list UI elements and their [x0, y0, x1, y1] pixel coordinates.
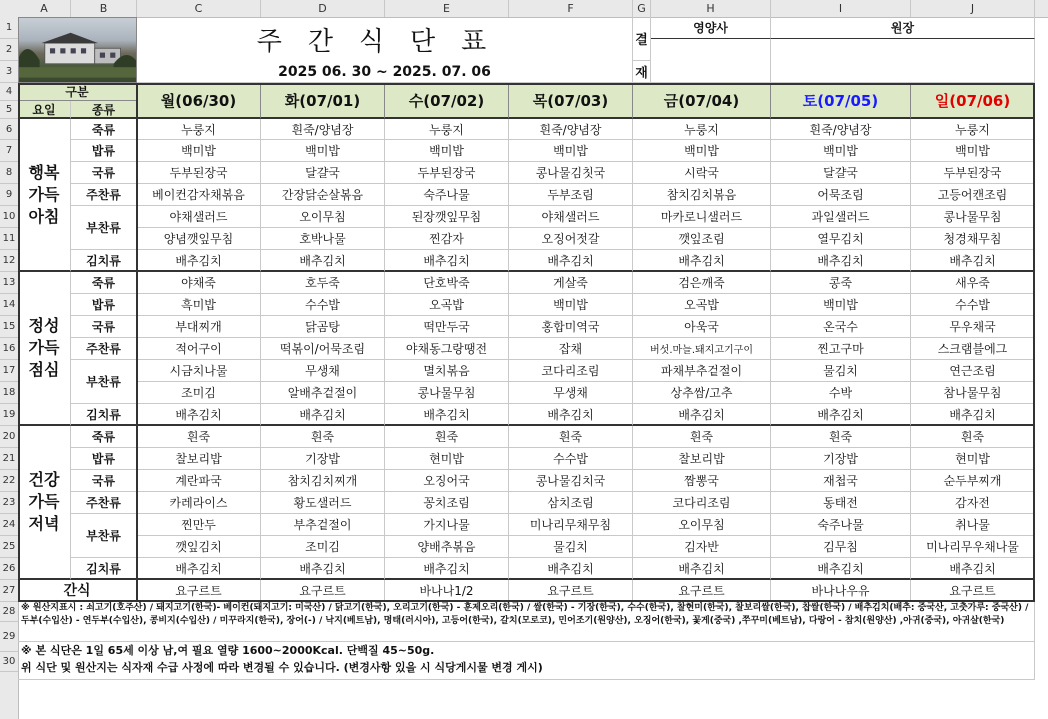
- column-header-a[interactable]: A: [18, 0, 71, 17]
- day-header-3: 수(07/02): [385, 83, 509, 119]
- menu-item[interactable]: 백미밥: [261, 140, 385, 162]
- column-header-g[interactable]: G: [633, 0, 651, 17]
- menu-item[interactable]: 깻잎조림: [633, 228, 771, 250]
- category-5: 부찬류: [71, 206, 137, 250]
- menu-item[interactable]: 흑미밥: [137, 294, 261, 316]
- category-2: 밥류: [71, 294, 137, 316]
- menu-item[interactable]: 미나리무우채나물: [911, 536, 1035, 558]
- approval-label-2: 재: [633, 61, 651, 83]
- menu-item[interactable]: 어묵조림: [771, 184, 911, 206]
- director-sign-box[interactable]: [771, 39, 1035, 83]
- menu-item[interactable]: 코다리조림: [509, 360, 633, 382]
- menu-item[interactable]: 참치김치찌개: [261, 470, 385, 492]
- day-header-7: 일(07/06): [911, 83, 1035, 119]
- menu-item[interactable]: 간장닭순살볶음: [261, 184, 385, 206]
- menu-item[interactable]: 오징어젓갈: [509, 228, 633, 250]
- menu-item[interactable]: 두부조림: [509, 184, 633, 206]
- menu-item[interactable]: 미나리무채무침: [509, 514, 633, 536]
- menu-item[interactable]: 배추김치: [633, 250, 771, 272]
- jongryu-label: 종류: [71, 101, 137, 119]
- menu-item[interactable]: 두부된장국: [911, 162, 1035, 184]
- category-6: 김치류: [71, 558, 137, 580]
- row-header-24[interactable]: 24: [0, 514, 18, 536]
- row-header-1[interactable]: 1: [0, 17, 18, 39]
- menu-item[interactable]: 백미밥: [385, 140, 509, 162]
- approval-label-1: 결: [633, 17, 651, 61]
- menu-item[interactable]: 김자반: [633, 536, 771, 558]
- menu-item[interactable]: 떡볶이/어묵조림: [261, 338, 385, 360]
- menu-item[interactable]: 닭곰탕: [261, 316, 385, 338]
- menu-item[interactable]: 배추김치: [633, 404, 771, 426]
- row-header-18[interactable]: 18: [0, 382, 18, 404]
- category-4: 주찬류: [71, 492, 137, 514]
- row-header-30[interactable]: 30: [0, 652, 18, 672]
- menu-item[interactable]: 찐고구마: [771, 338, 911, 360]
- category-5: 부찬류: [71, 514, 137, 558]
- menu-item[interactable]: 깻잎김치: [137, 536, 261, 558]
- menu-item[interactable]: 찰보리밥: [633, 448, 771, 470]
- menu-item[interactable]: 호두죽: [261, 272, 385, 294]
- menu-item[interactable]: 두부된장국: [137, 162, 261, 184]
- column-header-bar: [0, 0, 1048, 18]
- category-4: 주찬류: [71, 184, 137, 206]
- menu-item[interactable]: 콩나물무침: [385, 382, 509, 404]
- category-3: 국류: [71, 316, 137, 338]
- row-header-22[interactable]: 22: [0, 470, 18, 492]
- column-header-j[interactable]: J: [911, 0, 1035, 17]
- menu-item[interactable]: 단호박죽: [385, 272, 509, 294]
- row-header-17[interactable]: 17: [0, 360, 18, 382]
- menu-item[interactable]: 온국수: [771, 316, 911, 338]
- menu-item[interactable]: 짬뽕국: [633, 470, 771, 492]
- menu-item[interactable]: 배추김치: [385, 404, 509, 426]
- menu-item[interactable]: 달걀국: [771, 162, 911, 184]
- menu-item[interactable]: 누룽지: [633, 119, 771, 140]
- menu-item[interactable]: 배추김치: [911, 250, 1035, 272]
- menu-item[interactable]: 백미밥: [911, 140, 1035, 162]
- yoil-label: 요일: [18, 101, 71, 119]
- menu-item[interactable]: 배추김치: [137, 250, 261, 272]
- menu-item[interactable]: 배추김치: [509, 250, 633, 272]
- menu-item[interactable]: 배추김치: [509, 558, 633, 580]
- menu-item[interactable]: 배추김치: [771, 250, 911, 272]
- menu-item[interactable]: 배추김치: [385, 250, 509, 272]
- menu-item[interactable]: 아욱국: [633, 316, 771, 338]
- menu-item[interactable]: 찐만두: [137, 514, 261, 536]
- menu-item[interactable]: 떡만두국: [385, 316, 509, 338]
- menu-item[interactable]: 흰죽: [137, 426, 261, 448]
- meal-name-line: 건강: [28, 470, 60, 489]
- menu-item[interactable]: 무생채: [509, 382, 633, 404]
- menu-item[interactable]: 백미밥: [771, 140, 911, 162]
- menu-item[interactable]: 동태전: [771, 492, 911, 514]
- snack-item[interactable]: 요구르트: [633, 580, 771, 602]
- menu-item[interactable]: 조미김: [137, 382, 261, 404]
- row-header-11[interactable]: 11: [0, 228, 18, 250]
- row-header-13[interactable]: 13: [0, 272, 18, 294]
- row-header-12[interactable]: 12: [0, 250, 18, 272]
- meal-name-line: 정성: [28, 316, 60, 335]
- menu-item[interactable]: 콩죽: [771, 272, 911, 294]
- menu-item[interactable]: 백미밥: [509, 140, 633, 162]
- menu-item[interactable]: 황도샐러드: [261, 492, 385, 514]
- category-3: 국류: [71, 162, 137, 184]
- menu-item[interactable]: 청경채무침: [911, 228, 1035, 250]
- menu-item[interactable]: 양배추볶음: [385, 536, 509, 558]
- menu-item[interactable]: 배추김치: [385, 558, 509, 580]
- category-3: 국류: [71, 470, 137, 492]
- menu-item[interactable]: 기장밥: [261, 448, 385, 470]
- meal-name-line: 점심: [28, 360, 60, 379]
- snack-label: 간식: [18, 580, 137, 602]
- menu-item[interactable]: 꽁치조림: [385, 492, 509, 514]
- row-header-19[interactable]: 19: [0, 404, 18, 426]
- day-header-5: 금(07/04): [633, 83, 771, 119]
- menu-item[interactable]: 된장깻잎무침: [385, 206, 509, 228]
- menu-item[interactable]: 흰죽: [385, 426, 509, 448]
- menu-item[interactable]: 수수밥: [261, 294, 385, 316]
- menu-item[interactable]: 콩나물김치국: [509, 470, 633, 492]
- menu-item[interactable]: 현미밥: [385, 448, 509, 470]
- meal-name-line: 행복: [28, 162, 60, 182]
- menu-item[interactable]: 김무침: [771, 536, 911, 558]
- menu-item[interactable]: 찐감자: [385, 228, 509, 250]
- menu-item[interactable]: 배추김치: [137, 404, 261, 426]
- column-header-i[interactable]: I: [771, 0, 911, 17]
- menu-item[interactable]: 백미밥: [633, 140, 771, 162]
- menu-item[interactable]: 수수밥: [509, 448, 633, 470]
- menu-item[interactable]: 배추김치: [911, 558, 1035, 580]
- row-header-26[interactable]: 26: [0, 558, 18, 580]
- day-header-1: 월(06/30): [137, 83, 261, 119]
- row-header-14[interactable]: 14: [0, 294, 18, 316]
- menu-item[interactable]: 감자전: [911, 492, 1035, 514]
- menu-item[interactable]: 백미밥: [771, 294, 911, 316]
- menu-item[interactable]: 코다리조림: [633, 492, 771, 514]
- menu-item[interactable]: 흰죽/양념장: [261, 119, 385, 140]
- menu-item[interactable]: 달걀국: [261, 162, 385, 184]
- menu-item[interactable]: 상추쌈/고추: [633, 382, 771, 404]
- menu-item[interactable]: 재첩국: [771, 470, 911, 492]
- menu-item[interactable]: 백미밥: [509, 294, 633, 316]
- row-header-25[interactable]: 25: [0, 536, 18, 558]
- meal-name-line: 가득: [28, 338, 60, 357]
- menu-item[interactable]: 물김치: [771, 360, 911, 382]
- row-header-20[interactable]: 20: [0, 426, 18, 448]
- menu-item[interactable]: 물김치: [509, 536, 633, 558]
- menu-item[interactable]: 두부된장국: [385, 162, 509, 184]
- meal-name-line: 가득: [28, 184, 60, 204]
- menu-item[interactable]: 배추김치: [261, 558, 385, 580]
- menu-item[interactable]: 버섯.마늘.돼지고기구이: [633, 338, 771, 360]
- row-header-16[interactable]: 16: [0, 338, 18, 360]
- row-header-4[interactable]: 4: [0, 83, 18, 101]
- meal-name-3: [18, 426, 71, 580]
- menu-item[interactable]: 가지나물: [385, 514, 509, 536]
- row-header-8[interactable]: 8: [0, 162, 18, 184]
- menu-item[interactable]: 홍합미역국: [509, 316, 633, 338]
- snack-item[interactable]: 바나나1/2: [385, 580, 509, 602]
- row-header-5[interactable]: 5: [0, 101, 18, 119]
- menu-item[interactable]: 열무김치: [771, 228, 911, 250]
- director-label: 원장: [771, 17, 1035, 39]
- menu-item[interactable]: 오곡밥: [385, 294, 509, 316]
- column-header-h[interactable]: H: [651, 0, 771, 17]
- menu-item[interactable]: 누룽지: [911, 119, 1035, 140]
- menu-item[interactable]: 야채죽: [137, 272, 261, 294]
- row-header-23[interactable]: 23: [0, 492, 18, 514]
- snack-item[interactable]: 요구르트: [261, 580, 385, 602]
- menu-item[interactable]: 배추김치: [261, 250, 385, 272]
- menu-item[interactable]: 시락국: [633, 162, 771, 184]
- building-photo: [18, 17, 137, 83]
- menu-item[interactable]: 계란파국: [137, 470, 261, 492]
- menu-item[interactable]: 흰죽: [771, 426, 911, 448]
- menu-item[interactable]: 백미밥: [137, 140, 261, 162]
- menu-item[interactable]: 오곡밥: [633, 294, 771, 316]
- row-header-bar: [0, 17, 19, 719]
- menu-item[interactable]: 오이무침: [633, 514, 771, 536]
- menu-item[interactable]: 과일샐러드: [771, 206, 911, 228]
- menu-item[interactable]: 참치김치볶음: [633, 184, 771, 206]
- menu-item[interactable]: 야채샐러드: [509, 206, 633, 228]
- meal-name-line: 저녁: [28, 514, 60, 533]
- category-2: 밥류: [71, 140, 137, 162]
- menu-item[interactable]: 누룽지: [137, 119, 261, 140]
- column-header-b[interactable]: B: [71, 0, 137, 17]
- menu-item[interactable]: 숙주나물: [771, 514, 911, 536]
- category-6: 김치류: [71, 404, 137, 426]
- menu-item[interactable]: 참나물무침: [911, 382, 1035, 404]
- menu-item[interactable]: 마카로니샐러드: [633, 206, 771, 228]
- category-1: 죽류: [71, 272, 137, 294]
- category-5: 부찬류: [71, 360, 137, 404]
- gubun-label: 구분: [18, 83, 137, 101]
- row-header-3[interactable]: 3: [0, 61, 18, 83]
- menu-item[interactable]: 숙주나물: [385, 184, 509, 206]
- menu-item[interactable]: 배추김치: [137, 558, 261, 580]
- menu-item[interactable]: 연근조림: [911, 360, 1035, 382]
- row-header-9[interactable]: 9: [0, 184, 18, 206]
- menu-item[interactable]: 무우채국: [911, 316, 1035, 338]
- menu-item[interactable]: 멸치볶음: [385, 360, 509, 382]
- row-header-15[interactable]: 15: [0, 316, 18, 338]
- menu-item[interactable]: 카레라이스: [137, 492, 261, 514]
- menu-item[interactable]: 호박나물: [261, 228, 385, 250]
- menu-item[interactable]: 새우죽: [911, 272, 1035, 294]
- menu-item[interactable]: 알배추겉절이: [261, 382, 385, 404]
- menu-item[interactable]: 배추김치: [911, 404, 1035, 426]
- category-2: 밥류: [71, 448, 137, 470]
- menu-item[interactable]: 베이컨감자채볶음: [137, 184, 261, 206]
- menu-item[interactable]: 콩나물김칫국: [509, 162, 633, 184]
- meal-name-line: 가득: [28, 492, 60, 511]
- row-header-2[interactable]: 2: [0, 39, 18, 61]
- menu-item[interactable]: 배추김치: [771, 558, 911, 580]
- row-header-10[interactable]: 10: [0, 206, 18, 228]
- page-title: 주간식단표: [137, 17, 633, 61]
- menu-item[interactable]: 잡채: [509, 338, 633, 360]
- menu-item[interactable]: 흰죽: [261, 426, 385, 448]
- row-header-7[interactable]: 7: [0, 140, 18, 162]
- menu-item[interactable]: 무생채: [261, 360, 385, 382]
- menu-item[interactable]: 기장밥: [771, 448, 911, 470]
- menu-item[interactable]: 배추김치: [509, 404, 633, 426]
- nutrition-note: [18, 642, 1035, 680]
- nutritionist-sign-box[interactable]: [651, 39, 771, 83]
- menu-item[interactable]: 취나물: [911, 514, 1035, 536]
- snack-item[interactable]: 요구르트: [509, 580, 633, 602]
- building-icon: [19, 18, 136, 82]
- menu-item[interactable]: 배추김치: [261, 404, 385, 426]
- menu-item[interactable]: 찰보리밥: [137, 448, 261, 470]
- origin-note: ※ 원산지표시 : 쇠고기(호주산) / 돼지고기(한국)- 베이컨(돼지고기: 미국산) / 닭고기(한국), 오리고기(한국) - 훈제오리(한국) / 쌀(한국) - 기장(한국), 수수(한국), 찰현미(한국), 찰보리쌀(한국), 찹쌀(한국) / 배추김치(배추: 중국산, 고춧가루: 중국산) / 두부(수입산) - 연두부(수입산), 콩비지(수입산) / 미꾸라지(한국), 장어(-) / 낙지(베트남), 명태(러시아), 고등어(한국), 갈치(모로코), 민어조기(원양산), 오징어(한국), 꽃게(중국) ,쭈꾸미(베트남), 다랑어 - 참치(원양산) ,아귀(중국), 아귀살(한국): [18, 602, 1035, 642]
- meal-name-1: [18, 119, 71, 272]
- menu-item[interactable]: 부추겉절이: [261, 514, 385, 536]
- row-header-21[interactable]: 21: [0, 448, 18, 470]
- menu-item[interactable]: 흰죽/양념장: [509, 119, 633, 140]
- day-header-6: 토(07/05): [771, 83, 911, 119]
- row-header-27[interactable]: 27: [0, 580, 18, 602]
- snack-item[interactable]: 요구르트: [137, 580, 261, 602]
- menu-item[interactable]: 배추김치: [633, 558, 771, 580]
- menu-item[interactable]: 수박: [771, 382, 911, 404]
- category-1: 죽류: [71, 119, 137, 140]
- menu-item[interactable]: 부대찌개: [137, 316, 261, 338]
- menu-item[interactable]: 시금치나물: [137, 360, 261, 382]
- column-header-c[interactable]: C: [137, 0, 261, 17]
- menu-item[interactable]: 검은깨죽: [633, 272, 771, 294]
- menu-item[interactable]: 조미김: [261, 536, 385, 558]
- column-header-f[interactable]: F: [509, 0, 633, 17]
- menu-item[interactable]: 고등어캔조림: [911, 184, 1035, 206]
- menu-item[interactable]: 누룽지: [385, 119, 509, 140]
- menu-item[interactable]: 흰죽: [509, 426, 633, 448]
- category-6: 김치류: [71, 250, 137, 272]
- date-range: 2025 06. 30 ~ 2025. 07. 06: [137, 61, 633, 83]
- menu-item[interactable]: 흰죽: [633, 426, 771, 448]
- menu-item[interactable]: 야채동그랑땡전: [385, 338, 509, 360]
- menu-item[interactable]: 콩나물무침: [911, 206, 1035, 228]
- menu-item[interactable]: 흰죽/양념장: [771, 119, 911, 140]
- menu-item[interactable]: 오징어국: [385, 470, 509, 492]
- snack-item[interactable]: 요구르트: [911, 580, 1035, 602]
- meal-name-2: [18, 272, 71, 426]
- row-header-29[interactable]: 29: [0, 622, 18, 652]
- column-header-e[interactable]: E: [385, 0, 509, 17]
- day-header-2: 화(07/01): [261, 83, 385, 119]
- nutrition-note-line: ※ 본 식단은 1일 65세 이상 남,여 필요 열량 1600~2000Kcal. 단백질 45~50g.: [21, 644, 435, 657]
- menu-item[interactable]: 적어구이: [137, 338, 261, 360]
- menu-item[interactable]: 오이무침: [261, 206, 385, 228]
- menu-item[interactable]: 야채샐러드: [137, 206, 261, 228]
- day-header-4: 목(07/03): [509, 83, 633, 119]
- menu-item[interactable]: 스크램블에그: [911, 338, 1035, 360]
- snack-item[interactable]: 바나나우유: [771, 580, 911, 602]
- menu-item[interactable]: 흰죽: [911, 426, 1035, 448]
- category-4: 주찬류: [71, 338, 137, 360]
- menu-item[interactable]: 배추김치: [771, 404, 911, 426]
- column-header-d[interactable]: D: [261, 0, 385, 17]
- meal-name-line: 아침: [28, 206, 60, 226]
- menu-item[interactable]: 게살죽: [509, 272, 633, 294]
- menu-item[interactable]: 현미밥: [911, 448, 1035, 470]
- category-1: 죽류: [71, 426, 137, 448]
- menu-item[interactable]: 삼치조림: [509, 492, 633, 514]
- row-header-28[interactable]: 28: [0, 602, 18, 622]
- menu-item[interactable]: 순두부찌개: [911, 470, 1035, 492]
- row-header-6[interactable]: 6: [0, 119, 18, 140]
- nutrition-note-line: 위 식단 및 원산지는 식자재 수급 사정에 따라 변경될 수 있습니다. (변경사항 있을 시 식당게시물 변경 게시): [21, 661, 543, 674]
- menu-item[interactable]: 파채부추겉절이: [633, 360, 771, 382]
- nutritionist-label: 영양사: [651, 17, 771, 39]
- menu-item[interactable]: 수수밥: [911, 294, 1035, 316]
- menu-item[interactable]: 양념깻잎무침: [137, 228, 261, 250]
